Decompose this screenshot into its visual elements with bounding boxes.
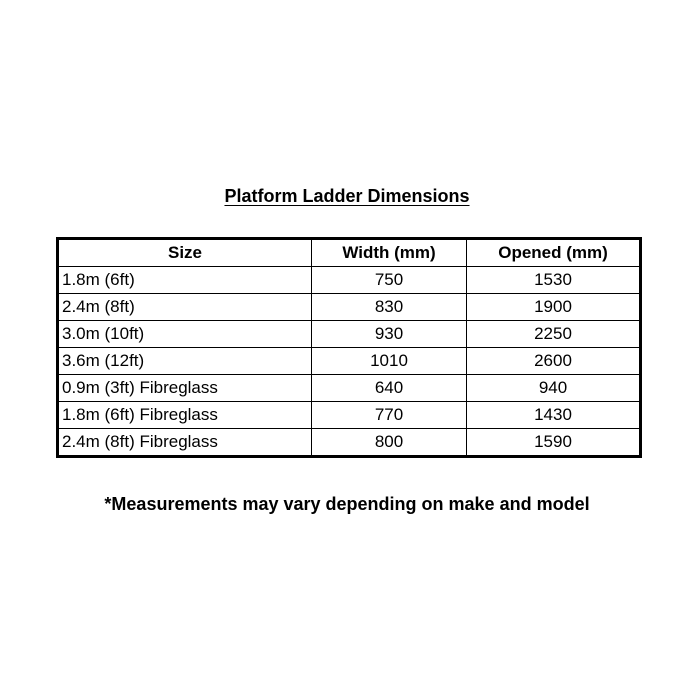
cell-size: 3.0m (10ft) — [58, 321, 312, 348]
table-row — [58, 294, 641, 321]
cell-size: 0.9m (3ft) Fibreglass — [58, 375, 312, 402]
column-header-size: Size — [58, 239, 312, 267]
cell-opened: 2250 — [467, 321, 641, 348]
cell-size: 1.8m (6ft) — [58, 267, 312, 294]
cell-width: 750 — [312, 267, 467, 294]
cell-width: 930 — [312, 321, 467, 348]
cell-opened: 2600 — [467, 348, 641, 375]
table-row — [58, 375, 641, 402]
column-header-opened: Opened (mm) — [467, 239, 641, 267]
cell-opened: 1430 — [467, 402, 641, 429]
cell-size: 3.6m (12ft) — [58, 348, 312, 375]
cell-width: 640 — [312, 375, 467, 402]
cell-size: 2.4m (8ft) Fibreglass — [58, 429, 312, 457]
cell-opened: 940 — [467, 375, 641, 402]
column-header-width: Width (mm) — [312, 239, 467, 267]
table-row — [58, 267, 641, 294]
table-row — [58, 348, 641, 375]
cell-opened: 1900 — [467, 294, 641, 321]
measurements-note: *Measurements may vary depending on make and model — [104, 494, 590, 514]
cell-opened: 1530 — [467, 267, 641, 294]
cell-width: 800 — [312, 429, 467, 457]
cell-width: 1010 — [312, 348, 467, 375]
cell-width: 830 — [312, 294, 467, 321]
cell-opened: 1590 — [467, 429, 641, 457]
cell-size: 1.8m (6ft) Fibreglass — [58, 402, 312, 429]
table-row — [58, 402, 641, 429]
table-row — [58, 321, 641, 348]
cell-width: 770 — [312, 402, 467, 429]
cell-size: 2.4m (8ft) — [58, 294, 312, 321]
page-title: Platform Ladder Dimensions — [224, 186, 470, 206]
dimensions-table — [56, 237, 642, 458]
table-row — [58, 429, 641, 457]
table-header-row — [58, 239, 641, 267]
